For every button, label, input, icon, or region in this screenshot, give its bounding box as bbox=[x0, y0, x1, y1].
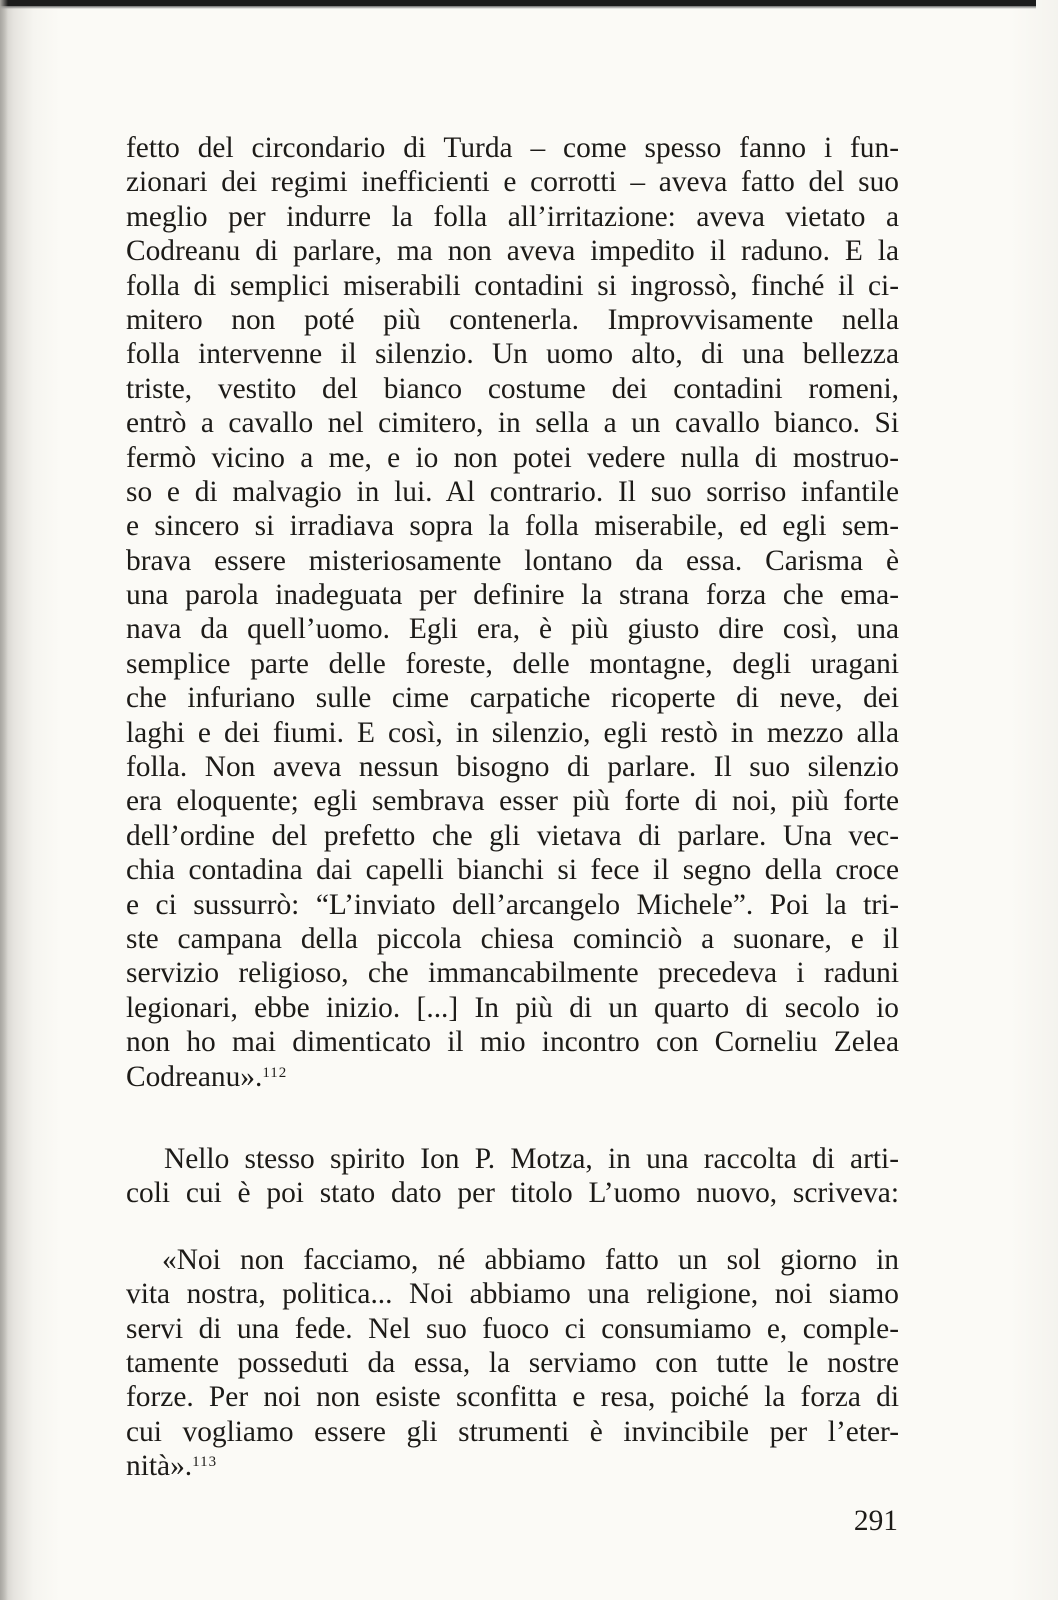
footnote-ref-112: 112 bbox=[262, 1064, 288, 1081]
paragraph-quote-continued bbox=[126, 131, 899, 1094]
paragraph-spacer bbox=[126, 1211, 899, 1243]
text-line: nava da quell’uomo. Egli era, è più giusto dire così, una bbox=[126, 613, 899, 646]
text-line: una parola inadeguata per definire la strana forza che ema- bbox=[126, 579, 899, 612]
text-line: folla intervenne il silenzio. Un uomo alto, di una bellezza bbox=[126, 338, 899, 371]
text-line: ste campana della piccola chiesa cominciò a suonare, e il bbox=[126, 922, 899, 955]
page-number: 291 bbox=[853, 1505, 898, 1537]
text-line: che infuriano sulle cime carpatiche ricoperte di neve, dei bbox=[126, 682, 899, 715]
text-line: servi di una fede. Nel suo fuoco ci consumiamo e, comple- bbox=[126, 1312, 899, 1345]
text-line: Nello stesso spirito Ion P. Motza, in una raccolta di arti- bbox=[164, 1142, 899, 1175]
text-line: forze. Per noi non esiste sconfitta e resa, poiché la forza di bbox=[126, 1381, 899, 1414]
text-line: entrò a cavallo nel cimitero, in sella a un cavallo bianco. Si bbox=[126, 407, 899, 440]
text-line: e ci sussurrò: “L’inviato dell’arcangelo Michele”. Poi la tri- bbox=[126, 888, 899, 921]
text-line: cui vogliamo essere gli strumenti è invincibile per l’eter- bbox=[126, 1415, 899, 1448]
paragraph-intro bbox=[126, 1142, 899, 1211]
body-text bbox=[126, 131, 899, 1483]
text-line: laghi e dei fiumi. E così, in silenzio, egli restò in mezzo alla bbox=[126, 716, 899, 749]
text-line: so e di malvagio in lui. Al contrario. Il suo sorriso infantile bbox=[126, 475, 899, 508]
text-line: zionari dei regimi inefficienti e corrotti – aveva fatto del suo bbox=[126, 166, 899, 199]
text-line: brava essere misteriosamente lontano da essa. Carisma è bbox=[126, 544, 899, 577]
text-line: dell’ordine del prefetto che gli vietava di parlare. Una vec- bbox=[126, 819, 899, 852]
text-line: semplice parte delle foreste, delle montagne, degli uragani bbox=[126, 647, 899, 680]
footnote-ref-113: 113 bbox=[192, 1454, 218, 1471]
text-line: tamente posseduti da essa, la serviamo con tutte le nostre bbox=[126, 1346, 899, 1379]
text-line: era eloquente; egli sembrava esser più forte di noi, più forte bbox=[126, 785, 899, 818]
paragraph-spacer bbox=[126, 1094, 899, 1142]
spine-shadow bbox=[0, 0, 8, 1600]
text-line: coli cui è poi stato dato per titolo L’uomo nuovo, scriveva: bbox=[126, 1177, 899, 1210]
text-line: meglio per indurre la folla all’irritazione: aveva vietato a bbox=[126, 200, 899, 233]
text-line-last bbox=[126, 1060, 899, 1094]
text-line: legionari, ebbe inizio. [...] In più di un quarto di secolo io bbox=[126, 991, 899, 1024]
text-line: «Noi non facciamo, né abbiamo fatto un sol giorno in bbox=[162, 1243, 899, 1276]
text-line: chia contadina dai capelli bianchi si fece il segno della croce bbox=[126, 854, 899, 887]
text-line: vita nostra, politica... Noi abbiamo una religione, noi siamo bbox=[126, 1278, 899, 1311]
text-line: folla di semplici miserabili contadini si ingrossò, finché il ci- bbox=[126, 269, 899, 302]
text-line: folla. Non aveva nessun bisogno di parlare. Il suo silenzio bbox=[126, 751, 899, 784]
paragraph-quote-motza bbox=[126, 1243, 899, 1484]
text-line: e sincero si irradiava sopra la folla miserabile, ed egli sem- bbox=[126, 510, 899, 543]
text-line: mitero non poté più contenerla. Improvvisamente nella bbox=[126, 303, 899, 336]
text-line-last bbox=[126, 1449, 899, 1483]
text-fragment: Codreanu». bbox=[126, 1060, 263, 1093]
text-line: servizio religioso, che immancabilmente precedeva i raduni bbox=[126, 957, 899, 990]
text-line: triste, vestito del bianco costume dei contadini romeni, bbox=[126, 372, 899, 405]
page-top-shadow bbox=[0, 6, 1036, 9]
text-line: fermò vicino a me, e io non potei vedere nulla di mostruo- bbox=[126, 441, 899, 474]
text-line: Codreanu di parlare, ma non aveva impedito il raduno. E la bbox=[126, 235, 899, 268]
text-line: non ho mai dimenticato il mio incontro con Corneliu Zelea bbox=[126, 1026, 899, 1059]
text-line: fetto del circondario di Turda – come spesso fanno i fun- bbox=[126, 132, 899, 164]
text-fragment: nità». bbox=[126, 1450, 193, 1483]
